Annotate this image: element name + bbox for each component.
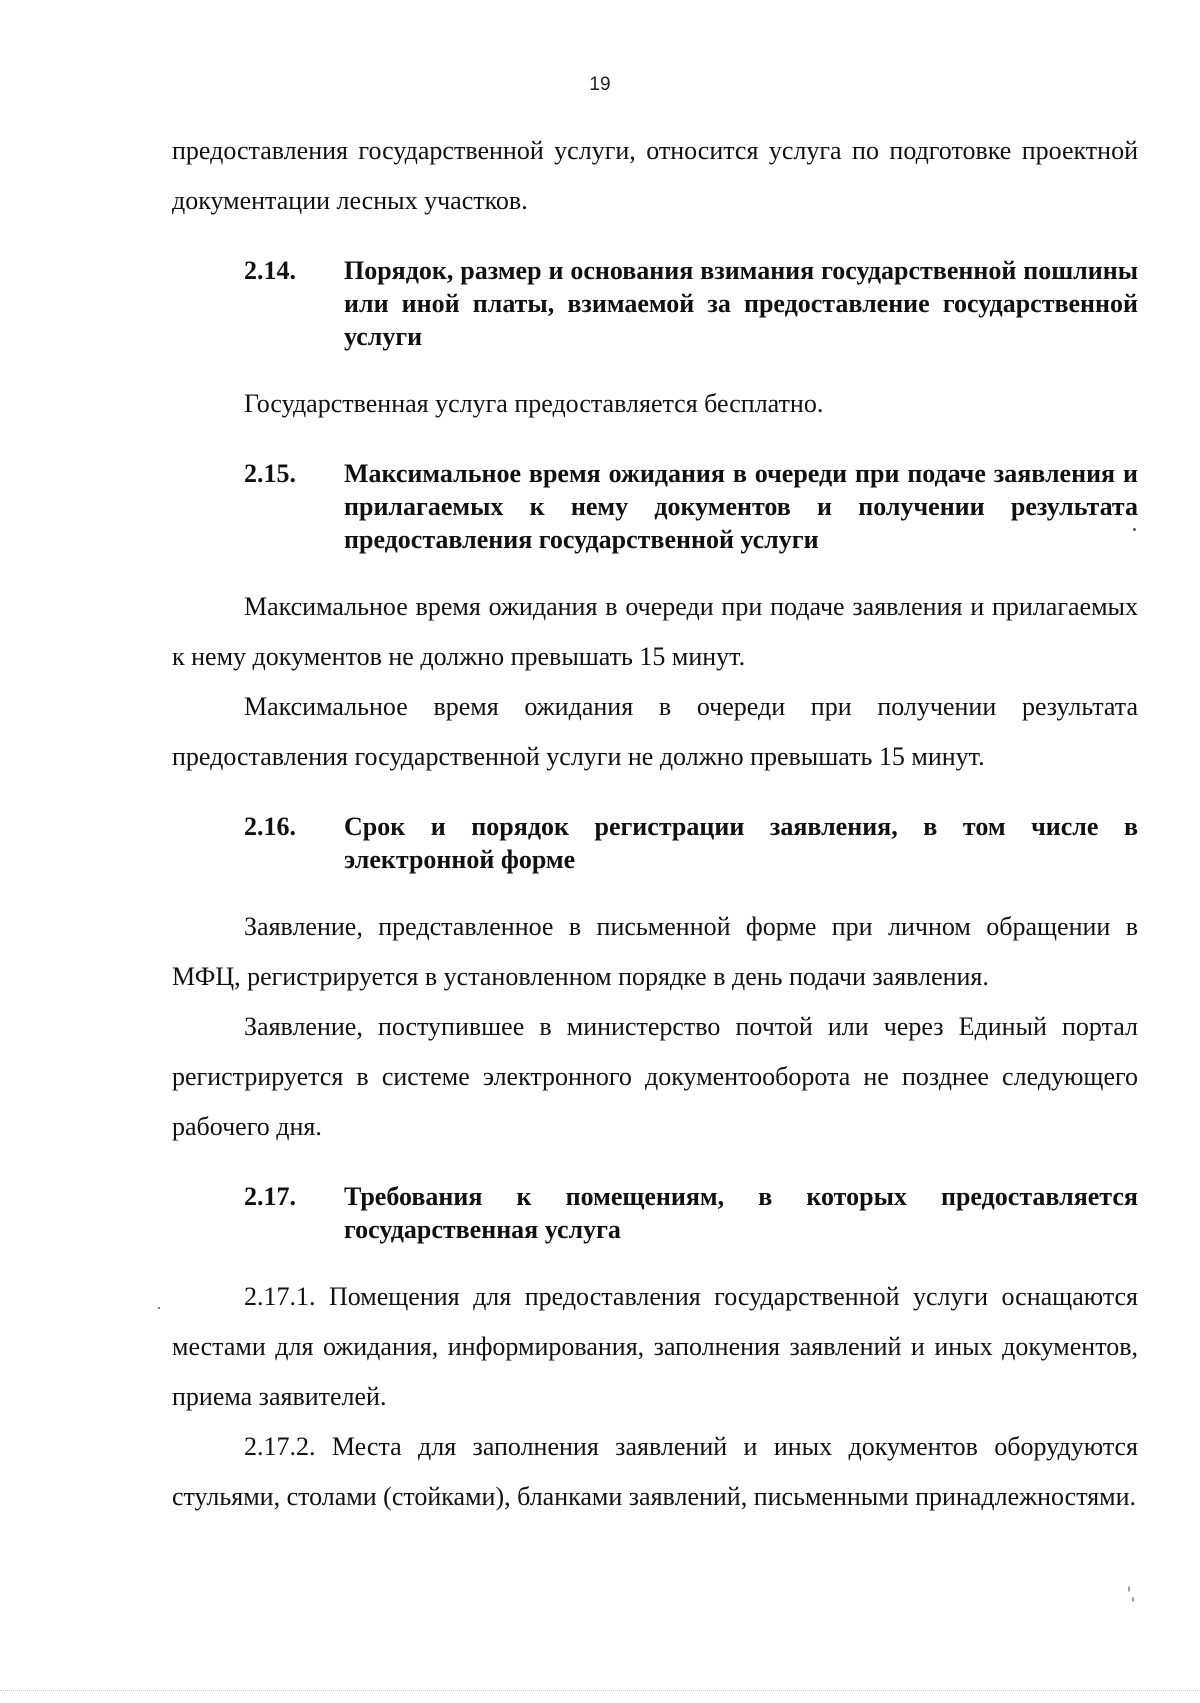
scan-speck [1133,528,1136,531]
section-2-16-heading [172,810,1138,876]
paragraph: Заявление, представленное в письменной форме при личном обращении в МФЦ, регистрируется в установленном порядке в день подачи заявления. [172,912,1138,991]
document-body [172,126,1138,1522]
paragraph: Максимальное время ожидания в очереди при получении результата предоставления государственной услуги не должно превышать 15 минут. [172,692,1138,771]
scan-speck [1132,1597,1134,1602]
section-2-17-heading [172,1180,1138,1246]
scan-edge [0,1690,1200,1692]
paragraph: 2.17.2. Места для заполнения заявлений и иных документов оборудуются стульями, столами (стойками), бланками заявлений, письменными принадлежностями. [172,1432,1138,1511]
paragraph: Максимальное время ожидания в очереди при подаче заявления и прилагаемых к нему документов не должно превышать 15 минут. [172,592,1138,671]
section-2-15-heading [172,457,1138,556]
scan-speck [158,1307,160,1309]
section-2-14-heading [172,254,1138,353]
section-number: 2.14. [244,256,296,285]
page-number: 19 [589,74,611,95]
intro-paragraph: предоставления государственной услуги, относится услуга по подготовке проектной документации лесных участков. [172,136,1138,215]
section-number: 2.16. [244,812,296,841]
section-title: Требования к помещениям, в которых предоставляется государственная услуга [344,1182,1138,1244]
section-title: Порядок, размер и основания взимания государственной пошлины или иной платы, взимаемой за предоставление государственной услуги [344,256,1138,351]
scan-speck [1128,1586,1130,1592]
paragraph: Государственная услуга предоставляется бесплатно. [244,389,824,418]
section-number: 2.17. [244,1182,296,1211]
section-title: Срок и порядок регистрации заявления, в том числе в электронной форме [344,812,1138,874]
paragraph: 2.17.1. Помещения для предоставления государственной услуги оснащаются местами для ожидания, информирования, заполнения заявлений и иных документов, приема заявителей. [172,1282,1138,1411]
paragraph: Заявление, поступившее в министерство почтой или через Единый портал регистрируется в системе электронного документооборота не позднее следующего рабочего дня. [172,1012,1138,1141]
section-number: 2.15. [244,459,296,488]
section-title: Максимальное время ожидания в очереди при подаче заявления и прилагаемых к нему документов и получении результата предоставления государственной услуги [344,459,1138,554]
